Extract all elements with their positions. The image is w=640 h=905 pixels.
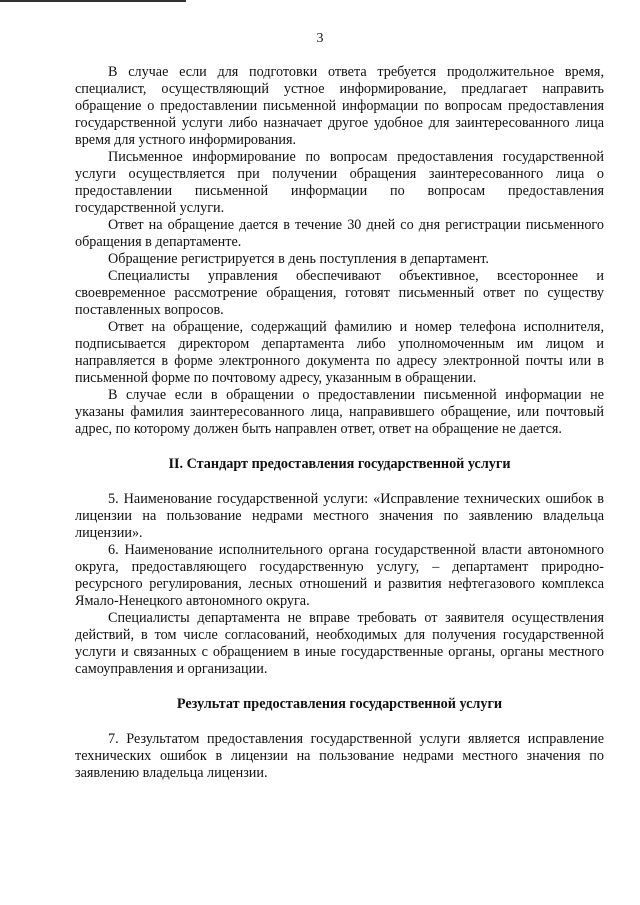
section-heading: II. Стандарт предоставления государственной услуги: [168, 456, 511, 472]
spacer: [75, 678, 604, 696]
paragraph: Ответ на обращение дается в течение 30 дней со дня регистрации письменного обращения в департаменте.: [75, 217, 604, 250]
paragraph: В случае если в обращении о предоставлении письменной информации не указаны фамилия заинтересованного лица, направившего обращение, или почтовый адрес, по которому должен быть направлен ответ, ответ на обращение не дается.: [75, 387, 604, 437]
spacer: [75, 713, 604, 731]
paragraph: Ответ на обращение, содержащий фамилию и номер телефона исполнителя, подписывается директором департамента либо уполномоченным им лицом и направляется в форме электронного документа по адресу электронной почты или в письменной форме по почтовому адресу, указанным в обращении.: [75, 319, 604, 386]
paragraph: Обращение регистрируется в день поступления в департамент.: [108, 251, 489, 267]
paragraph: Письменное информирование по вопросам предоставления государственной услуги осуществляется при получении обращения заинтересованного лица о предоставлении письменной информации по вопросам предоставления государственной услуги.: [75, 149, 604, 216]
top-rule: [0, 0, 186, 2]
page-number: 3: [316, 31, 324, 46]
paragraph: Специалисты департамента не вправе требовать от заявителя осуществления действий, в том числе согласований, необходимых для получения государственной услуги и связанных с обращением в иные государственные органы, органы местного самоуправления и организации.: [75, 610, 604, 677]
subsection-heading: Результат предоставления государственной услуги: [176, 696, 503, 712]
paragraph: В случае если для подготовки ответа требуется продолжительное время, специалист, осуществляющий устное информирование, предлагает направить обращение о предоставлении письменной информации по вопросам предоставления государственной услуги либо назначает другое удобное для заинтересованного лица время для устного информирования.: [75, 64, 604, 148]
paragraph: 5. Наименование государственной услуги: «Исправление технических ошибок в лицензии на пользование недрами местного значения по заявлению владельца лицензии».: [75, 491, 604, 541]
paragraph: 6. Наименование исполнительного органа государственной власти автономного округа, предоставляющего государственную услугу, – департамент природно-ресурсного регулирования, лесных отношений и развития нефтегазового комплекса Ямало-Ненецкого автономного округа.: [75, 542, 604, 609]
spacer: [75, 473, 604, 491]
paragraph: 7. Результатом предоставления государственной услуги является исправление технических ошибок в лицензии на пользование недрами местного значения по заявлению владельца лицензии.: [75, 731, 604, 781]
spacer: [75, 438, 604, 456]
paragraph: Специалисты управления обеспечивают объективное, всестороннее и своевременное рассмотрение обращения, готовят письменный ответ по существу поставленных вопросов.: [75, 268, 604, 318]
document-body: [75, 64, 604, 782]
